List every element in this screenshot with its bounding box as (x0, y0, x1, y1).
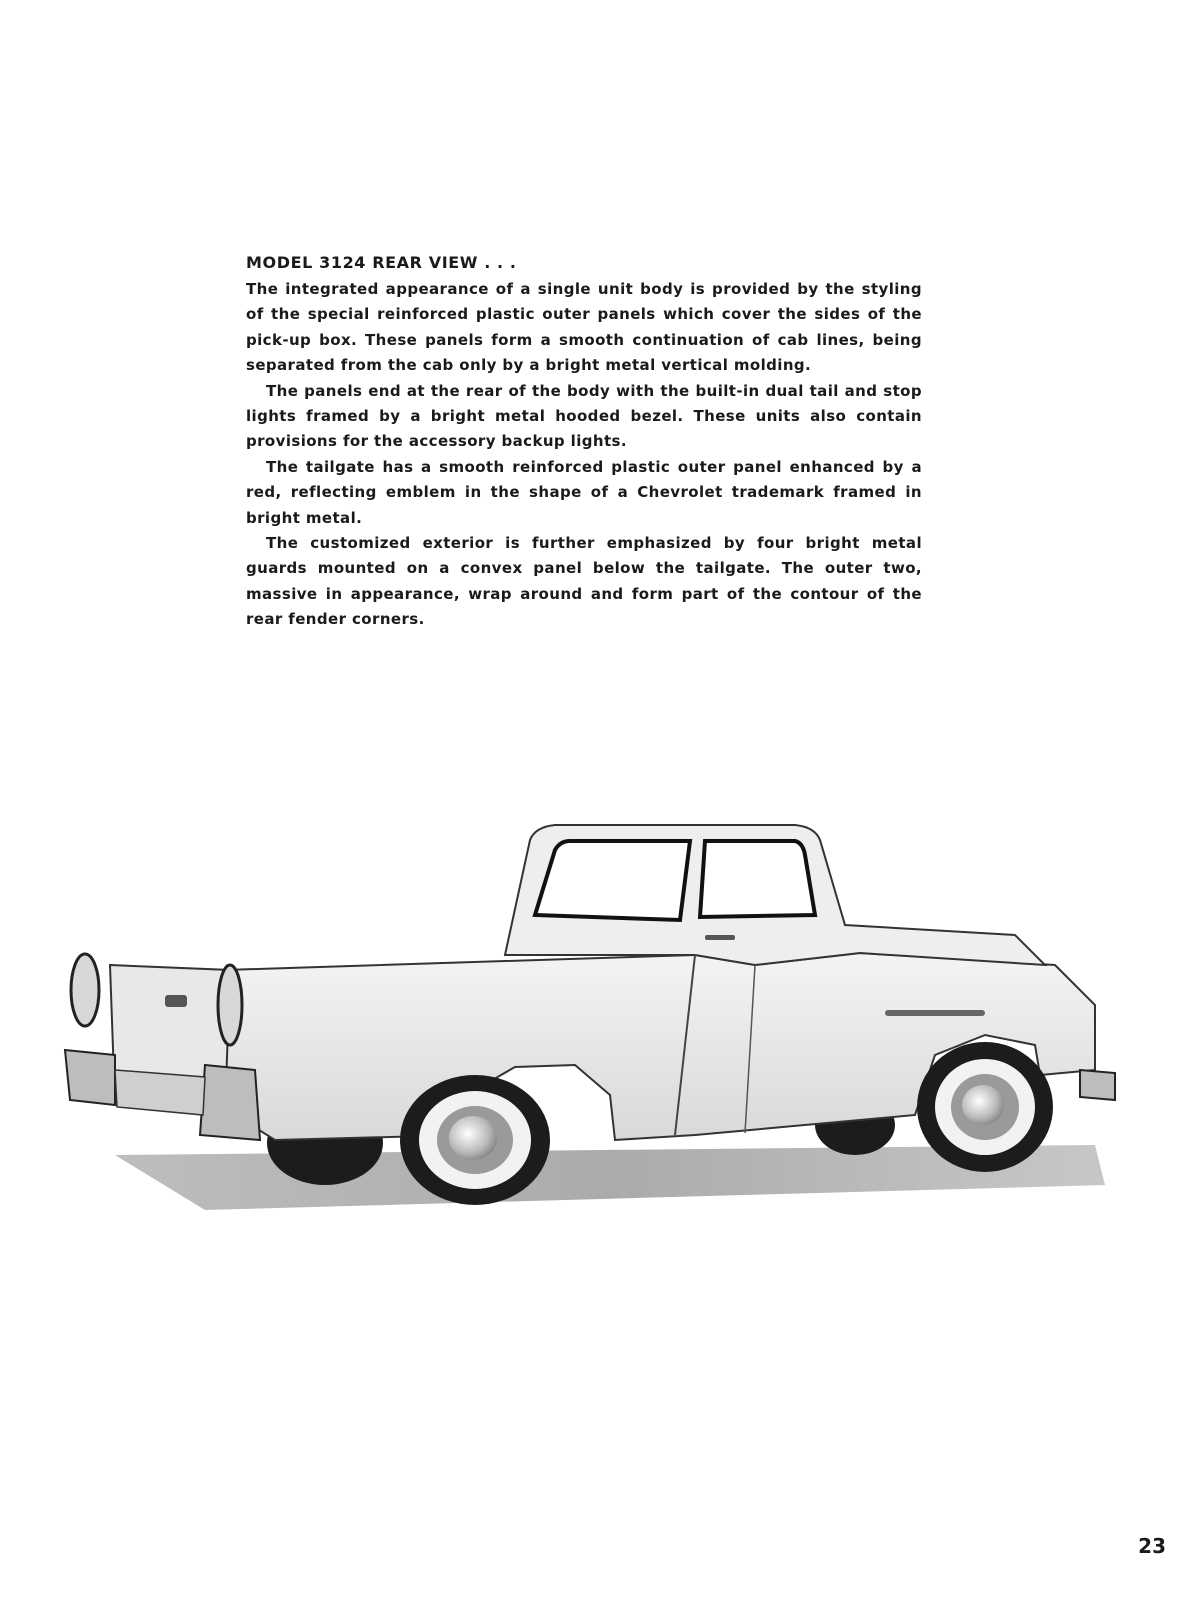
paragraph-3: The tailgate has a smooth reinforced plastic outer panel enhanced by a red, reflecting emblem in the shape of a Chevrolet trademark framed in bright metal. (246, 457, 922, 527)
page-number: 23 (1138, 1534, 1166, 1558)
paragraph-2: The panels end at the rear of the body with the built-in dual tail and stop lights framed by a bright metal hooded bezel. These units also contain provisions for the accessory backup lights. (246, 381, 922, 451)
truck-photo (55, 815, 1135, 1225)
article-text (246, 252, 922, 633)
section-heading: MODEL 3124 REAR VIEW . . . (246, 253, 517, 272)
paragraph-4: The customized exterior is further emphasized by four bright metal guards mounted on a convex panel below the tailgate. The outer two, massive in appearance, wrap around and form part of the contour of the rear fender corners. (246, 534, 922, 629)
paragraph-1: The integrated appearance of a single unit body is provided by the styling of the special reinforced plastic outer panels which cover the sides of the pick-up box. These panels form a smooth continuation of cab lines, being separated from the cab only by a bright metal vertical molding. (246, 280, 922, 375)
